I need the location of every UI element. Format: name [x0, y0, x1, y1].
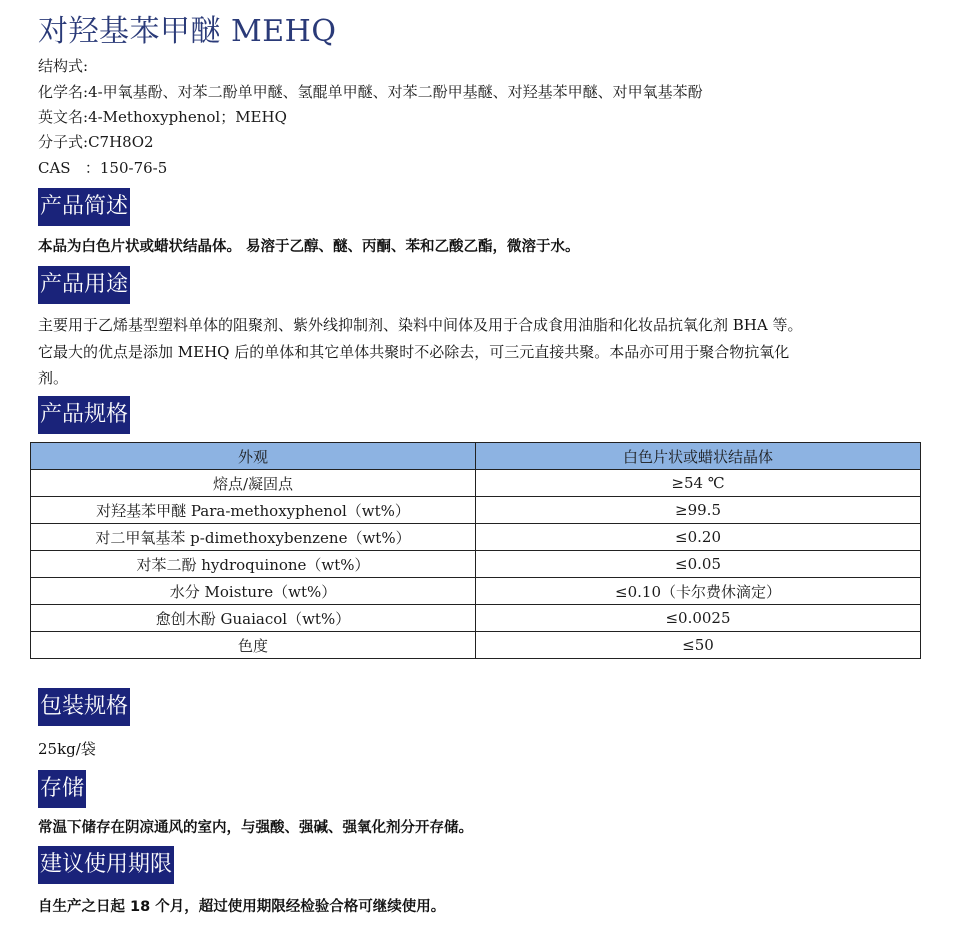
table-row: [31, 605, 921, 632]
storage-text: 常温下储存在阴凉通风的室内，与强酸、强碱、强氧化剂分开存储。: [38, 820, 473, 836]
info-value: C7H8O2: [88, 133, 154, 151]
info-label: 英文名:: [38, 108, 89, 126]
section-heading-shelf-life: 建议使用期限: [38, 846, 174, 884]
info-structure: [38, 56, 88, 76]
section-heading-intro: 产品简述: [38, 188, 130, 226]
table-header-row: [31, 443, 921, 470]
table-row: [31, 632, 921, 659]
table-header-cell: 白色片状或蜡状结晶体: [476, 443, 921, 470]
info-english-name: [38, 107, 287, 127]
table-cell: 色度: [31, 632, 476, 659]
info-label: 分子式:: [38, 133, 89, 151]
info-label: 化学名:: [38, 83, 89, 101]
table-cell: ≤0.0025: [476, 605, 921, 632]
info-label: 结构式:: [38, 57, 89, 75]
table-cell: ≥99.5: [476, 497, 921, 524]
info-cas: [38, 158, 167, 178]
info-label: CAS ：: [38, 159, 100, 177]
page-title: 对羟基苯甲醚 MEHQ: [38, 14, 337, 49]
table-cell: ≤50: [476, 632, 921, 659]
info-value: 4-Methoxyphenol；MEHQ: [88, 108, 287, 126]
info-value: 4-甲氧基酚、对苯二酚单甲醚、氢醌单甲醚、对苯二酚甲基醚、对羟基苯甲醚、对甲氧基苯酚: [88, 83, 703, 101]
info-chemical-name: [38, 82, 703, 102]
table-cell: ≤0.10（卡尔费休滴定）: [476, 578, 921, 605]
table-row: [31, 551, 921, 578]
table-row: [31, 497, 921, 524]
packing-text: 25kg/袋: [38, 740, 96, 758]
table-header-cell: 外观: [31, 443, 476, 470]
table-cell: 对二甲氧基苯 p-dimethoxybenzene（wt%）: [31, 524, 476, 551]
table-cell: 水分 Moisture（wt%）: [31, 578, 476, 605]
section-heading-spec: 产品规格: [38, 396, 130, 434]
table-cell: ≥54 ℃: [476, 470, 921, 497]
table-row: [31, 524, 921, 551]
usage-line: 剂。: [38, 369, 69, 387]
table-cell: 熔点/凝固点: [31, 470, 476, 497]
usage-line: 它最大的优点是添加 MEHQ 后的单体和其它单体共聚时不必除去，可三元直接共聚。本品亦可用于聚合物抗氧化: [38, 343, 790, 361]
table-cell: 对羟基苯甲醚 Para-methoxyphenol（wt%）: [31, 497, 476, 524]
section-heading-usage: 产品用途: [38, 266, 130, 304]
table-cell: 愈创木酚 Guaiacol（wt%）: [31, 605, 476, 632]
intro-text: 本品为白色片状或蜡状结晶体。 易溶于乙醇、醚、丙酮、苯和乙酸乙酯，微溶于水。: [38, 239, 580, 255]
info-value: 150-76-5: [99, 159, 168, 177]
shelf-life-text: 自生产之日起 18 个月，超过使用期限经检验合格可继续使用。: [38, 899, 446, 915]
table-row: [31, 470, 921, 497]
info-formula: [38, 132, 154, 152]
spec-table: [30, 442, 921, 659]
section-heading-packing: 包装规格: [38, 688, 130, 726]
table-cell: ≤0.20: [476, 524, 921, 551]
usage-line: 主要用于乙烯基型塑料单体的阻聚剂、紫外线抑制剂、染料中间体及用于合成食用油脂和化妆品抗氧化剂 BHA 等。: [38, 316, 803, 334]
table-cell: ≤0.05: [476, 551, 921, 578]
table-row: [31, 578, 921, 605]
table-cell: 对苯二酚 hydroquinone（wt%）: [31, 551, 476, 578]
section-heading-storage: 存储: [38, 770, 86, 808]
